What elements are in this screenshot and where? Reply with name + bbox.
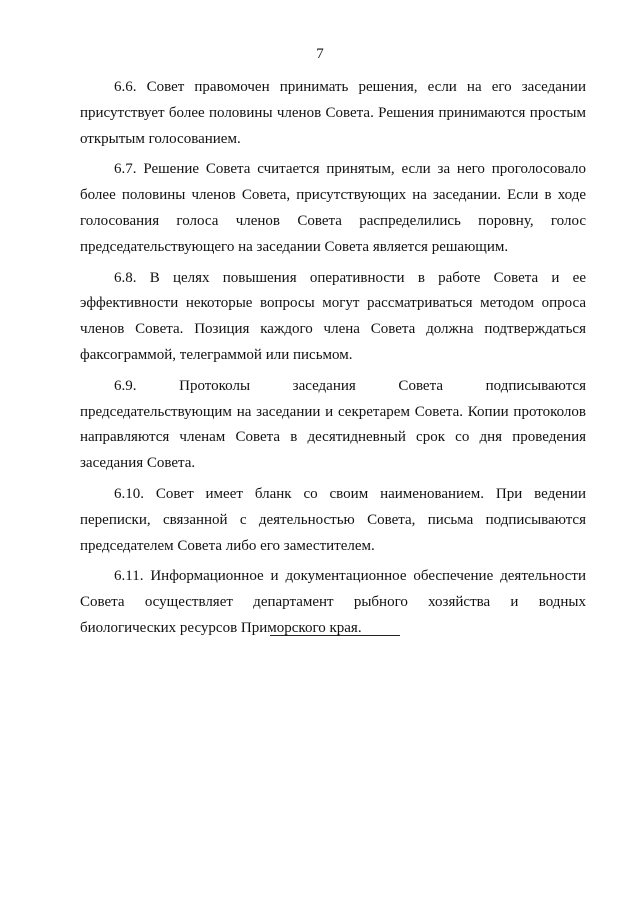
paragraph-6-10: 6.10. Совет имеет бланк со своим наименованием. При ведении переписки, связанной с деятельностью Совета, письма подписываются председателем Совета либо его заместителем. [80, 485, 586, 554]
page-number: 7 [316, 46, 324, 62]
end-divider-line [270, 635, 400, 636]
document-body [80, 75, 586, 647]
paragraph-6-6: 6.6. Совет правомочен принимать решения, если на его заседании присутствует более половины членов Совета. Решения принимаются простым открытым голосованием. [80, 79, 586, 147]
paragraph-6-8: 6.8. В целях повышения оперативности в работе Совета и ее эффективности некоторые вопросы могут рассматриваться методом опроса членов Совета. Позиция каждого члена Совета должна подтверждаться факсограммой, телеграммой или письмом. [80, 269, 586, 363]
paragraph-6-9: 6.9. Протоколы заседания Совета подписываются председательствующим на заседании и секретарем Совета. Копии протоколов направляются членам Совета в десятидневный срок со дня проведения заседания Совета. [80, 377, 586, 472]
paragraph-6-7: 6.7. Решение Совета считается принятым, если за него проголосовало более половины членов Совета, присутствующих на заседании. Если в ходе голосования голоса членов Совета распределились поровну, голос председательствующего на заседании Совета является решающим. [80, 161, 586, 255]
paragraph-6-11: 6.11. Информационное и документационное обеспечение деятельности Совета осуществляет департамент рыбного хозяйства и водных биологических ресурсов Приморского края. [80, 568, 586, 636]
